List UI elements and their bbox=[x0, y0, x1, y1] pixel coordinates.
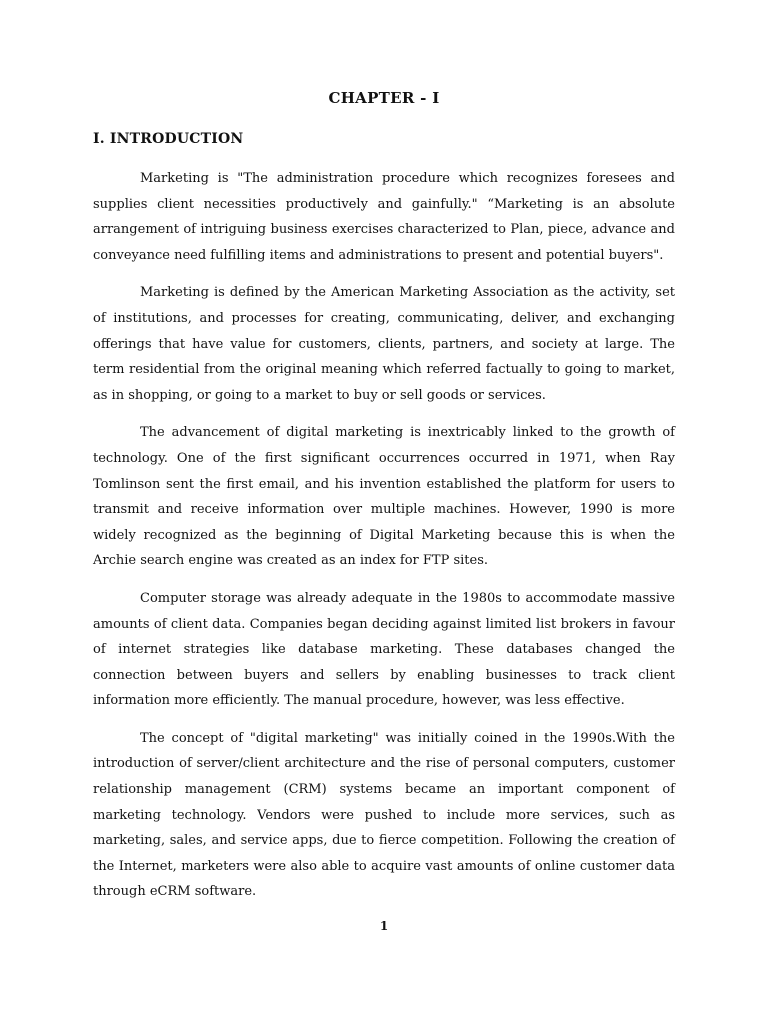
paragraph: Marketing is "The administration procedure which recognizes foresees and supplies client necessities productively and gainfully." “Marketing is an absolute arrangement of intriguing business exercises characterized to Plan, piece, advance and conveyance need fulfilling items and administrations to present and potential buyers". bbox=[93, 171, 675, 263]
section-heading: I. INTRODUCTION bbox=[93, 131, 244, 147]
body-text bbox=[93, 166, 675, 905]
paragraph: Marketing is defined by the American Marketing Association as the activity, set of institutions, and processes for creating, communicating, deliver, and exchanging offerings that have value for customers, clients, partners, and society at large. The term residential from the original meaning which referred factually to going to market, as in shopping, or going to a market to buy or sell goods or services. bbox=[93, 285, 675, 403]
paragraph: Computer storage was already adequate in the 1980s to accommodate massive amounts of client data. Companies began deciding against limited list brokers in favour of internet strategies like database marketing. These databases changed the connection between buyers and sellers by enabling businesses to track client information more efficiently. The manual procedure, however, was less effective. bbox=[93, 590, 675, 709]
paragraph: The concept of "digital marketing" was initially coined in the 1990s.With the introduction of server/client architecture and the rise of personal computers, customer relationship management (CRM) systems became an important component of marketing technology. Vendors were pushed to include more services, such as marketing, sales, and service apps, due to fierce competition. Following the creation of the Internet, marketers were also able to acquire vast amounts of online customer data through eCRM software. bbox=[93, 730, 675, 900]
paragraph: The advancement of digital marketing is inextricably linked to the growth of technology. One of the first significant occurrences occurred in 1971, when Ray Tomlinson sent the first email, and his invention established the platform for users to transmit and receive information over multiple machines. However, 1990 is more widely recognized as the beginning of Digital Marketing because this is when the Archie search engine was created as an index for FTP sites. bbox=[93, 425, 675, 569]
page-number: 1 bbox=[379, 919, 389, 933]
chapter-title: CHAPTER - I bbox=[328, 89, 440, 107]
